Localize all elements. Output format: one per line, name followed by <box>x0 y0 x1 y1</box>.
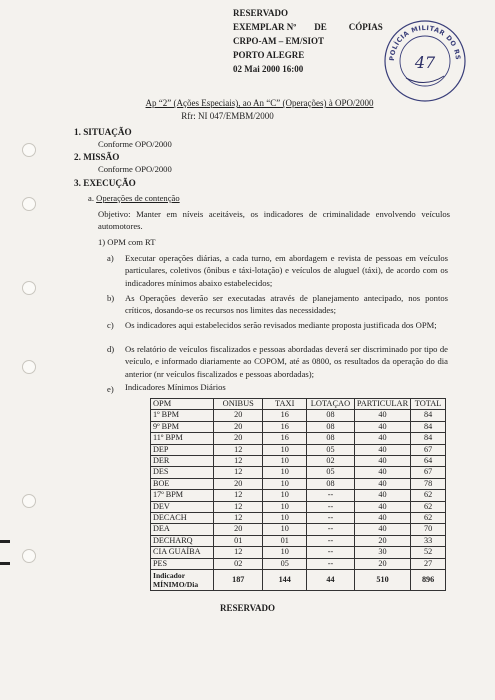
item-text: As Operações deverão ser executadas através de planejamento antecipado, nos pontos críticos, dosando-se os recursos nos limites das necessidades; <box>125 293 448 316</box>
table-cell: 40 <box>354 501 410 512</box>
item-label: a) <box>107 253 114 263</box>
table-row <box>151 456 446 467</box>
item-label: e) <box>107 384 114 394</box>
punch-hole <box>22 281 36 295</box>
table-cell: 84 <box>411 410 446 421</box>
table-total-cell: Indicador MÍNIMO/Dia <box>151 570 214 591</box>
subsection-a-title: Operações de contenção <box>96 193 180 203</box>
table-row <box>151 547 446 558</box>
table-cell: 01 <box>263 535 307 546</box>
table-row <box>151 444 446 455</box>
table-cell: 84 <box>411 433 446 444</box>
table-cell: 40 <box>354 490 410 501</box>
table-cell: 16 <box>263 410 307 421</box>
item-text: Os relatório de veículos fiscalizados e pessoas abordadas deverá ser discriminado por tipo de veículo, e informado diariamente ao COPOM, até as 0800, os resultados da operação do dia anterior (nr veículos fiscalizados e pessoas abordadas); <box>125 344 448 379</box>
table-cell: 10 <box>263 456 307 467</box>
item-text: Os indicadores aqui estabelecidos serão revisados mediante proposta justificada dos OPM; <box>125 320 437 330</box>
table-cell: 62 <box>411 513 446 524</box>
header-datetime: 02 Mai 2000 16:00 <box>233 64 304 74</box>
table-cell: DEP <box>151 444 214 455</box>
column-header: TAXI <box>263 399 307 410</box>
table-cell: -- <box>307 535 355 546</box>
table-row <box>151 478 446 489</box>
footer-classification: RESERVADO <box>219 603 276 613</box>
table-cell: 17º BPM <box>151 490 214 501</box>
table-row <box>151 524 446 535</box>
table-cell: 01 <box>214 535 263 546</box>
table-cell: 20 <box>214 433 263 444</box>
column-header: OPM <box>151 399 214 410</box>
table-cell: 70 <box>411 524 446 535</box>
table-cell: 20 <box>214 410 263 421</box>
section-missao-title: 2. MISSÃO <box>74 152 120 162</box>
item-text: Executar operações diárias, a cada turno, em abordagem e revista de pessoas em veículos particulares, coletivos (ônibus e táxi-lotação) e veículos de aluguel (táxi), de acordo com os indicadores mínimos abaixo estabelecidos; <box>125 253 448 288</box>
header-unit: CRPO-AM – EM/SIOT <box>233 36 324 46</box>
table-row <box>151 501 446 512</box>
table-cell: 20 <box>354 558 410 569</box>
table-cell: 40 <box>354 524 410 535</box>
table-cell: -- <box>307 501 355 512</box>
table-cell: 10 <box>263 547 307 558</box>
table-cell: 12 <box>214 456 263 467</box>
table-cell: 16 <box>263 421 307 432</box>
table-row <box>151 513 446 524</box>
table-row <box>151 421 446 432</box>
table-cell: 1º BPM <box>151 410 214 421</box>
table-cell: 10 <box>263 501 307 512</box>
punch-hole <box>22 143 36 157</box>
table-cell: 12 <box>214 490 263 501</box>
table-cell: 84 <box>411 421 446 432</box>
table-cell: 10 <box>263 478 307 489</box>
table-cell: 27 <box>411 558 446 569</box>
svg-text:POLÍCIA MILITAR DO RS: POLÍCIA MILITAR DO RS <box>387 23 463 62</box>
table-cell: BOE <box>151 478 214 489</box>
table-total-cell: 187 <box>214 570 263 591</box>
table-cell: 9º BPM <box>151 421 214 432</box>
table-cell: PES <box>151 558 214 569</box>
table-cell: 02 <box>214 558 263 569</box>
table-cell: 20 <box>214 478 263 489</box>
section-situacao-title: 1. SITUAÇÃO <box>74 127 132 137</box>
header-classification: RESERVADO <box>233 8 289 18</box>
table-cell: 40 <box>354 444 410 455</box>
edge-mark <box>0 562 10 565</box>
table-cell: 67 <box>411 467 446 478</box>
header-city: PORTO ALEGRE <box>233 50 305 60</box>
table-cell: 10 <box>263 513 307 524</box>
table-cell: 52 <box>411 547 446 558</box>
table-cell: 10 <box>263 490 307 501</box>
table-cell: -- <box>307 490 355 501</box>
table-cell: 62 <box>411 501 446 512</box>
header-block <box>233 6 383 76</box>
table-cell: 05 <box>307 467 355 478</box>
table-cell: DECHARQ <box>151 535 214 546</box>
table-cell: 12 <box>214 501 263 512</box>
official-stamp-seal <box>382 18 468 104</box>
table-cell: 12 <box>214 444 263 455</box>
column-header: ONIBUS <box>214 399 263 410</box>
table-row <box>151 535 446 546</box>
table-cell: 10 <box>263 444 307 455</box>
table-cell: 40 <box>354 478 410 489</box>
table-cell: DER <box>151 456 214 467</box>
section-missao-body: Conforme OPO/2000 <box>98 164 172 174</box>
table-header-row <box>151 399 446 410</box>
reference-note: Rfr: NI 047/EMBM/2000 <box>181 111 274 121</box>
column-header: LOTAÇAO <box>307 399 355 410</box>
table-cell: 08 <box>307 421 355 432</box>
indicators-table <box>150 398 446 591</box>
table-cell: DES <box>151 467 214 478</box>
table-cell: 33 <box>411 535 446 546</box>
punch-hole <box>22 197 36 211</box>
table-cell: 12 <box>214 467 263 478</box>
column-header: TOTAL <box>411 399 446 410</box>
table-row <box>151 558 446 569</box>
table-total-cell: 510 <box>354 570 410 591</box>
objective-paragraph: Objetivo: Manter em níveis aceitáveis, os indicadores de criminalidade envolvendo veículos automotores. <box>98 209 450 232</box>
table-cell: 40 <box>354 421 410 432</box>
item-label: b) <box>107 293 115 303</box>
table-cell: DECACH <box>151 513 214 524</box>
table-cell: 20 <box>214 421 263 432</box>
table-cell: 05 <box>307 444 355 455</box>
table-total-cell: 44 <box>307 570 355 591</box>
stamp-number: 47 <box>414 53 436 72</box>
table-cell: 08 <box>307 410 355 421</box>
table-row <box>151 467 446 478</box>
table-cell: 78 <box>411 478 446 489</box>
table-cell: 08 <box>307 433 355 444</box>
table-total-cell: 144 <box>263 570 307 591</box>
table-cell: -- <box>307 524 355 535</box>
table-cell: DEA <box>151 524 214 535</box>
table-cell: 67 <box>411 444 446 455</box>
table-total-row <box>151 570 446 591</box>
table-cell: -- <box>307 558 355 569</box>
punch-hole <box>22 549 36 563</box>
annex-reference: Ap “2” (Ações Especiais), ao An “C” (Operações) à OPO/2000 <box>145 98 374 108</box>
table-cell: 40 <box>354 433 410 444</box>
table-cell: 12 <box>214 547 263 558</box>
edge-mark <box>0 540 10 543</box>
table-row <box>151 490 446 501</box>
header-exemplar: EXEMPLAR Nº DE CÓPIAS <box>233 22 383 32</box>
opm-rt-heading: 1) OPM com RT <box>98 237 156 247</box>
table-cell: 64 <box>411 456 446 467</box>
table-cell: -- <box>307 547 355 558</box>
column-header: PARTICULAR <box>354 399 410 410</box>
section-situacao-body: Conforme OPO/2000 <box>98 139 172 149</box>
table-cell: 10 <box>263 467 307 478</box>
table-cell: 40 <box>354 513 410 524</box>
table-cell: 12 <box>214 513 263 524</box>
table-cell: 40 <box>354 456 410 467</box>
table-cell: CIA GUAÍBA <box>151 547 214 558</box>
table-total-cell: 896 <box>411 570 446 591</box>
table-row <box>151 410 446 421</box>
table-row <box>151 433 446 444</box>
table-cell: 40 <box>354 467 410 478</box>
item-label: c) <box>107 320 114 330</box>
table-cell: 05 <box>263 558 307 569</box>
item-label: d) <box>107 344 115 354</box>
section-execucao-title: 3. EXECUÇÃO <box>74 178 136 188</box>
punch-hole <box>22 360 36 374</box>
table-cell: DEV <box>151 501 214 512</box>
item-text: Indicadores Mínimos Diários <box>125 382 226 392</box>
table-cell: 16 <box>263 433 307 444</box>
punch-hole <box>22 494 36 508</box>
table-cell: 10 <box>263 524 307 535</box>
table-cell: 20 <box>214 524 263 535</box>
table-cell: 02 <box>307 456 355 467</box>
table-cell: 08 <box>307 478 355 489</box>
table-cell: 30 <box>354 547 410 558</box>
table-cell: 62 <box>411 490 446 501</box>
subsection-a: a. Operações de contenção <box>88 193 180 203</box>
table-cell: 11º BPM <box>151 433 214 444</box>
table-cell: 20 <box>354 535 410 546</box>
table-cell: -- <box>307 513 355 524</box>
table-cell: 40 <box>354 410 410 421</box>
